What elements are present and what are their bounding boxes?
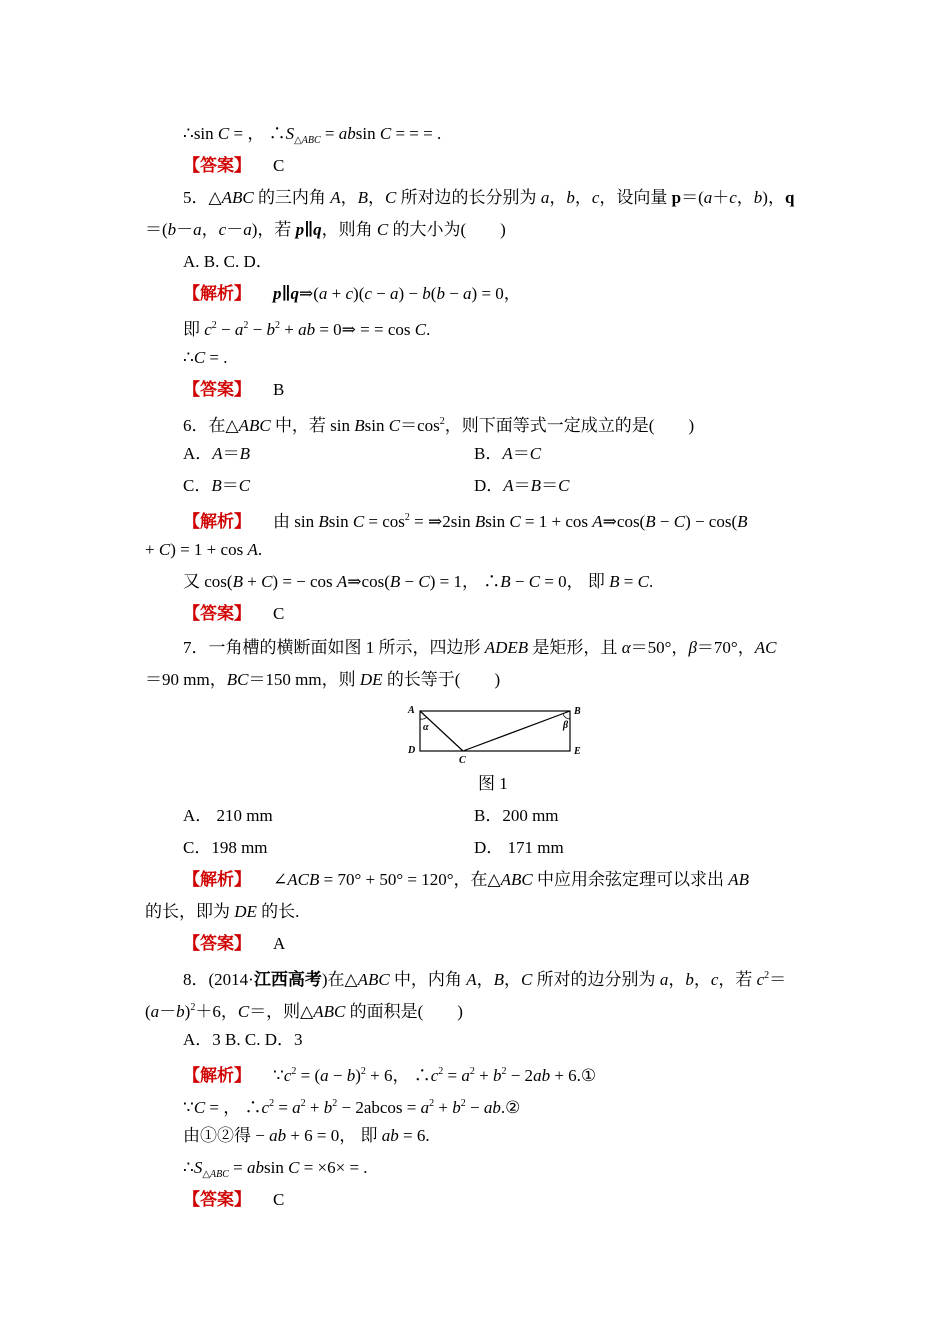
option-d: D． 171 mm <box>474 838 564 857</box>
label-beta: β <box>563 720 569 731</box>
question-6: 6．在△ABC 中，若 sin Bsin $C=\cos^2$，则下面等式一定成立的是( ) <box>183 416 695 435</box>
question-8: 8．(2014·江西高考)在△ABC 中，内角 A，B，C 所对的边分别为 a，b，c，若 $c^2=$ <box>183 970 787 989</box>
solution-line: 即 $c^2 - a^2 - b^2$ + ab = 0⇒ = = cos C. <box>183 320 431 339</box>
label-a: A <box>408 705 415 716</box>
solution-line: $\therefore S_{\triangle ABC} = absin$ C = ×6× = . <box>183 1158 368 1180</box>
option-row <box>0 805 950 827</box>
solution-line: 【解析】 ∠ACB = 70° + 50° = 120°，在△ABC 中应用余弦定理可以求出 AB <box>183 870 749 889</box>
option-d: D．A＝B＝C <box>474 476 570 495</box>
option-c: C．198 mm <box>183 838 268 857</box>
label-c: C <box>459 755 466 766</box>
option-row <box>0 837 950 859</box>
solution-label: 【解析】 <box>183 284 251 303</box>
solution-line: + C) = 1 + cos A. <box>145 540 263 559</box>
solution-line: 又 cos(B + C) = − cos A⇒cos(B − C) = 1， ∴B − C = 0， 即 B = C. <box>183 572 654 591</box>
option-c: C．B＝C <box>183 476 251 495</box>
question-7-cont: ＝90 mm，BC＝150 mm，则 DE 的长等于( ) <box>145 670 501 689</box>
solution-line: 【解析】 p∥q⇒(a + c)(c − a) − b(b − a) = 0， <box>183 284 521 303</box>
solution-label: 【解析】 <box>183 512 251 531</box>
answer-label: 【答案】 <box>183 156 251 175</box>
label-b: B <box>574 706 581 717</box>
figure-1 <box>400 700 600 768</box>
option-a: A．A＝B <box>183 444 251 463</box>
text-line: ∴sin C = ， $\therefore S_{\triangle ABC} = absin$ C = = = . <box>183 124 442 146</box>
answer-label: 【答案】 <box>183 604 251 623</box>
answer-label: 【答案】 <box>183 1190 251 1209</box>
answer-label: 【答案】 <box>183 934 251 953</box>
answer-line: 【答案】 A <box>183 934 286 953</box>
solution-label: 【解析】 <box>183 1066 251 1085</box>
solution-line: ∴C = . <box>183 348 228 367</box>
solution-label: 【解析】 <box>183 870 251 889</box>
option-b: B．200 mm <box>474 806 559 825</box>
options-line: A. B. C. D． <box>183 252 273 271</box>
solution-line: 【解析】 $\because c^2 = (a - b)^2 + 6$， $\therefore c^2 = a^2 + b^2 - 2ab$ + 6.① <box>183 1066 597 1085</box>
answer-label: 【答案】 <box>183 380 251 399</box>
label-e: E <box>574 746 581 757</box>
question-8-cont: $(a-b)^2+6$，C＝，则△ABC 的面积是( ) <box>145 1002 463 1021</box>
solution-line: 【解析】 由 sin Bsin $C = \cos^2$ = ⇒2sin Bsin C = 1 + cos A⇒cos(B − C) − cos(B <box>183 512 748 531</box>
question-5: 5．△ABC 的三内角 A，B，C 所对边的长分别为 a，b，c，设向量 p＝(a＋c，b)，q <box>183 188 795 207</box>
answer-line: 【答案】 C <box>183 156 285 175</box>
option-row <box>0 475 950 497</box>
options-line: A．3 B. C. D．3 <box>183 1030 303 1049</box>
solution-line: 的长，即为 DE 的长. <box>145 902 300 921</box>
answer-line: 【答案】 C <box>183 604 285 623</box>
segment-bc <box>463 711 570 751</box>
solution-line: ∵C = ， $\therefore c^2 = a^2 + b^2 - 2abcos = a^2 + b^2$ − ab.② <box>183 1098 521 1117</box>
option-row <box>0 443 950 465</box>
angle-beta-mark <box>563 714 570 719</box>
figure-caption: 图 1 <box>478 774 508 793</box>
option-b: B．A＝C <box>474 444 542 463</box>
answer-line: 【答案】 C <box>183 1190 285 1209</box>
rectangle-adeb <box>420 711 570 751</box>
answer-line: 【答案】 B <box>183 380 285 399</box>
question-5-cont: ＝(b－a，c－a)，若 p∥q，则角 C 的大小为( ) <box>145 220 506 239</box>
option-a: A． 210 mm <box>183 806 273 825</box>
question-7: 7．一角槽的横断面如图 1 所示，四边形 ADEB 是矩形，且 α＝50°，β＝70°，AC <box>183 638 777 657</box>
label-d: D <box>408 745 416 756</box>
solution-line: 由①②得 − ab + 6 = 0， 即 ab = 6. <box>183 1126 430 1145</box>
label-alpha: α <box>423 722 429 733</box>
